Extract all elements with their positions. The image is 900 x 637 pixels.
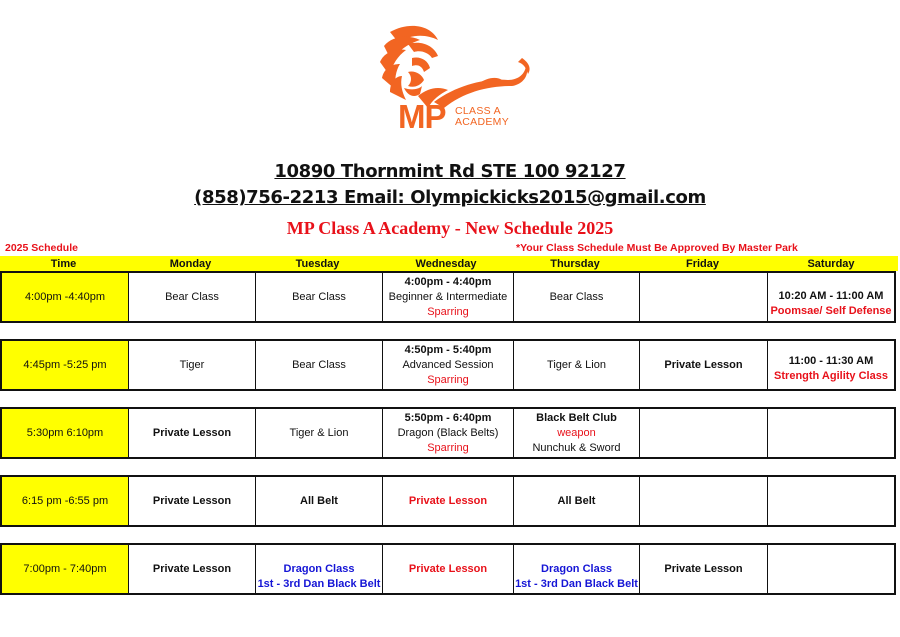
lion-icon bbox=[368, 22, 538, 134]
thursday-cell bbox=[514, 477, 640, 525]
class-detail: 1st - 3rd Dan Black Belt bbox=[515, 578, 638, 590]
class-time: 11:00 - 11:30 AM bbox=[788, 355, 874, 367]
class-label: Bear Class bbox=[292, 358, 346, 371]
header-time: Time bbox=[50, 258, 77, 270]
class-label: All Belt bbox=[300, 494, 338, 507]
saturday-cell bbox=[768, 341, 894, 389]
class-note: Sparring bbox=[427, 373, 469, 386]
friday-cell bbox=[640, 477, 768, 525]
class-label: Black Belt Club bbox=[536, 411, 617, 424]
class-time: 10:20 AM - 11:00 AM bbox=[778, 290, 884, 302]
monday-cell bbox=[129, 545, 256, 593]
table-row bbox=[0, 543, 896, 595]
friday-cell bbox=[640, 409, 768, 457]
saturday-cell bbox=[768, 477, 894, 525]
table-row bbox=[0, 407, 896, 459]
time-cell: 6:15 pm -6:55 pm bbox=[2, 477, 129, 525]
header-wednesday: Wednesday bbox=[415, 258, 477, 270]
header-saturday: Saturday bbox=[807, 258, 855, 270]
class-label: Poomsae/ Self Defense bbox=[770, 305, 892, 317]
tuesday-cell bbox=[256, 477, 383, 525]
wednesday-cell bbox=[383, 409, 514, 457]
header-friday: Friday bbox=[685, 258, 719, 270]
logo-line1: CLASS A bbox=[455, 105, 501, 117]
tuesday-cell bbox=[256, 545, 383, 593]
thursday-cell bbox=[514, 409, 640, 457]
class-note: Sparring bbox=[427, 441, 469, 454]
class-label: Tiger & Lion bbox=[547, 358, 606, 371]
table-row bbox=[0, 475, 896, 527]
wednesday-cell bbox=[383, 273, 514, 321]
class-label: Advanced Session bbox=[402, 358, 494, 371]
time-cell: 4:00pm -4:40pm bbox=[2, 273, 129, 321]
time-cell: 5:30pm 6:10pm bbox=[2, 409, 129, 457]
tuesday-cell bbox=[256, 273, 383, 321]
monday-cell bbox=[129, 409, 256, 457]
header-monday: Monday bbox=[169, 258, 212, 270]
class-label: Private Lesson bbox=[408, 562, 488, 575]
monday-cell bbox=[129, 477, 256, 525]
class-time: 5:50pm - 6:40pm bbox=[404, 411, 492, 424]
tuesday-cell bbox=[256, 409, 383, 457]
table-header bbox=[0, 256, 898, 271]
class-label: Private Lesson bbox=[152, 426, 232, 439]
saturday-cell bbox=[768, 409, 894, 457]
schedule-label: 2025 Schedule bbox=[5, 242, 78, 254]
class-label: Beginner & Intermediate bbox=[388, 290, 508, 303]
class-label: Dragon Class bbox=[283, 563, 355, 575]
class-label: Private Lesson bbox=[152, 562, 232, 575]
wednesday-cell bbox=[383, 545, 514, 593]
class-time: 4:50pm - 5:40pm bbox=[404, 343, 492, 356]
tuesday-cell bbox=[256, 341, 383, 389]
class-label: Private Lesson bbox=[664, 358, 743, 371]
header-tuesday: Tuesday bbox=[295, 258, 340, 270]
page-title: MP Class A Academy - New Schedule 2025 bbox=[286, 218, 614, 238]
class-label: Private Lesson bbox=[152, 494, 232, 507]
logo-line2: ACADEMY bbox=[455, 116, 510, 128]
friday-cell bbox=[640, 341, 768, 389]
thursday-cell bbox=[514, 545, 640, 593]
time-cell: 7:00pm - 7:40pm bbox=[2, 545, 129, 593]
wednesday-cell bbox=[383, 477, 514, 525]
friday-cell bbox=[640, 545, 768, 593]
friday-cell bbox=[640, 273, 768, 321]
class-label: Strength Agility Class bbox=[774, 370, 888, 382]
time-cell: 4:45pm -5:25 pm bbox=[2, 341, 129, 389]
approval-note: *Your Class Schedule Must Be Approved By Master Park bbox=[516, 242, 798, 254]
logo-subtitle bbox=[455, 106, 509, 128]
class-note: Sparring bbox=[427, 305, 469, 318]
thursday-cell bbox=[514, 273, 640, 321]
saturday-cell bbox=[768, 545, 894, 593]
contact-line: (858)756-2213 Email: Olympickicks2015@gmail.com bbox=[194, 187, 706, 208]
class-label: Tiger & Lion bbox=[289, 426, 349, 439]
class-detail: 1st - 3rd Dan Black Belt bbox=[257, 578, 381, 590]
address-line: 10890 Thornmint Rd STE 100 92127 bbox=[274, 161, 626, 182]
header-thursday: Thursday bbox=[550, 258, 600, 270]
class-note: weapon bbox=[557, 426, 596, 439]
class-time: 4:00pm - 4:40pm bbox=[404, 275, 492, 288]
class-label: Private Lesson bbox=[664, 562, 743, 575]
class-label: Tiger bbox=[179, 358, 205, 371]
saturday-cell bbox=[768, 273, 894, 321]
monday-cell bbox=[129, 341, 256, 389]
table-row bbox=[0, 271, 896, 323]
class-label: Dragon Class bbox=[541, 563, 612, 575]
wednesday-cell bbox=[383, 341, 514, 389]
thursday-cell bbox=[514, 341, 640, 389]
class-label: Bear Class bbox=[292, 290, 346, 303]
class-label: Bear Class bbox=[165, 290, 219, 303]
class-label: Private Lesson bbox=[408, 494, 488, 507]
class-label: Bear Class bbox=[549, 290, 604, 303]
table-row bbox=[0, 339, 896, 391]
monday-cell bbox=[129, 273, 256, 321]
class-label: All Belt bbox=[557, 494, 596, 507]
class-label: Dragon (Black Belts) bbox=[397, 426, 499, 439]
class-detail: Nunchuk & Sword bbox=[532, 441, 621, 454]
logo-mp: MP bbox=[398, 98, 446, 135]
